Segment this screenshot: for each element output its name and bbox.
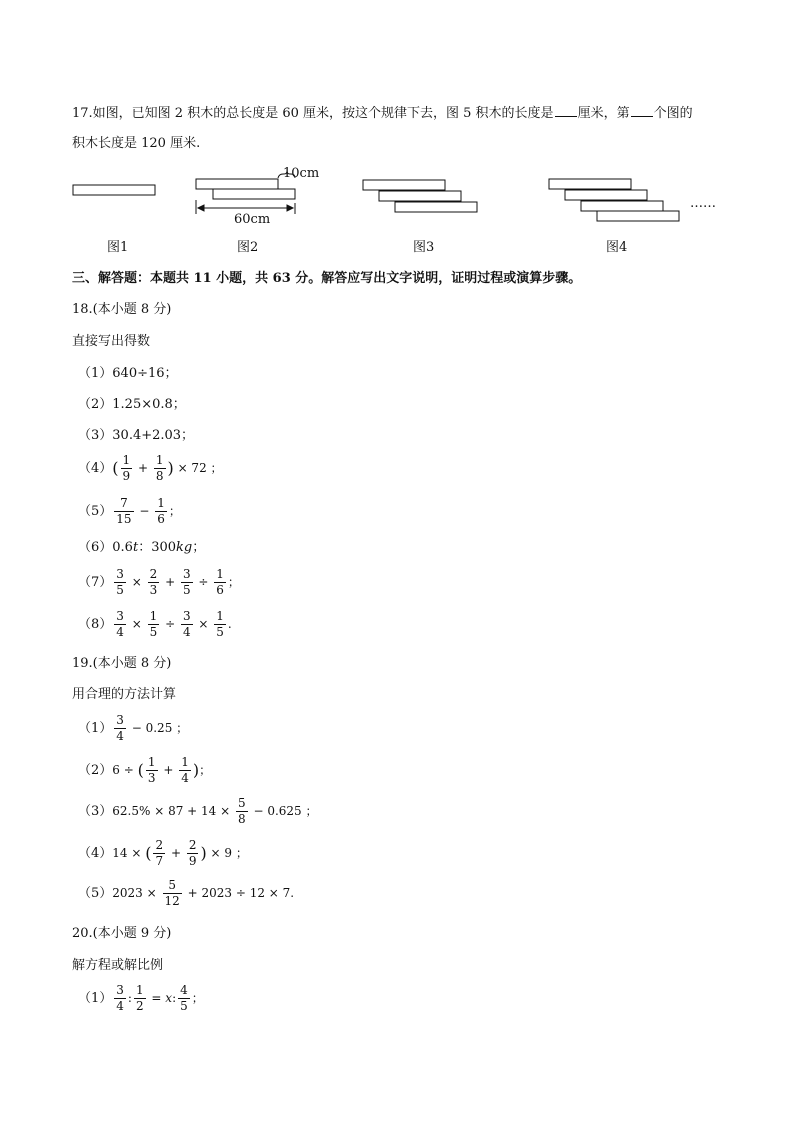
fig1-block: [73, 185, 155, 195]
fig3-label: 图3: [413, 240, 435, 255]
q19-item-1: （1） $\frac{3}{4}$ − 0.25 ；: [78, 713, 189, 743]
q18-item-8: （8） $\frac{3}{4}$ × $\frac{1}{5}$ ÷ $\frac{3}{4}$ × $\frac{1}{5}$ .: [78, 609, 232, 639]
fig4-label: 图4: [606, 240, 628, 255]
q18-item-3: （3）30.4+2.03；: [78, 428, 195, 443]
fig2-block-1: [196, 179, 278, 189]
q17-text-part2: 厘米，第: [577, 106, 630, 121]
q18-item-2: （2）1.25×0.8；: [78, 397, 186, 412]
fig4-block-4: [597, 211, 679, 221]
q19-item-4: （4）14 × ( $\frac{2}{7}$ + $\frac{2}{9}$ ) × 9 ；: [78, 838, 248, 868]
fig2-block-2: [213, 189, 295, 199]
q18-header: 18.(本小题 8 分): [72, 302, 172, 317]
label-60cm: 60cm: [234, 212, 271, 227]
q20-instruction: 解方程或解比例: [72, 958, 164, 973]
fig4-block-3: [581, 201, 663, 211]
q19-item-3: （3）62.5% × 87 + 14 × $\frac{5}{8}$ − 0.625 ；: [78, 796, 318, 826]
fig2-label: 图2: [237, 240, 259, 255]
q17-text-part1: 17.如图，已知图 2 积木的总长度是 60 厘米，按这个规律下去，图 5 积木的长度是: [72, 106, 554, 121]
q19-header: 19.(本小题 8 分): [72, 656, 172, 671]
fig4-block-1: [549, 179, 631, 189]
q18-item-1: （1）640÷16；: [78, 366, 178, 381]
label-10cm: 10cm: [283, 166, 320, 181]
q17-line2: 积木长度是 120 厘米.: [72, 136, 201, 151]
q19-instruction: 用合理的方法计算: [72, 687, 177, 702]
q20-item-1: （1） $\frac{3}{4}$ : $\frac{1}{2}$ = x: $\frac{4}{5}$ ；: [78, 983, 204, 1013]
fig3-block-3: [395, 202, 477, 212]
q18-item-5: （5） $\frac{7}{15}$ − $\frac{1}{6}$ ；: [78, 496, 181, 526]
ellipsis: ……: [690, 196, 716, 211]
q18-item-7: （7） $\frac{3}{5}$ × $\frac{2}{3}$ + $\frac{3}{5}$ ÷ $\frac{1}{6}$ ；: [78, 567, 240, 597]
q19-item-5: （5）2023 × $\frac{5}{12}$ + 2023 ÷ 12 × 7.: [78, 878, 295, 908]
fig1-label: 图1: [107, 240, 129, 255]
section-3-heading: 三、解答题：本题共 11 小题，共 63 分。解答应写出文字说明，证明过程或演算步骤。: [72, 271, 582, 286]
fig4-block-2: [565, 190, 647, 200]
q20-header: 20.(本小题 9 分): [72, 926, 172, 941]
q18-item-6: （6）0.6t：300kg；: [78, 540, 206, 555]
q17-text-part3: 个图的: [653, 106, 693, 121]
q18-item-4: （4）( $\frac{1}{9}$ + $\frac{1}{8}$ ) × 72 ；: [78, 453, 223, 483]
fig3-block-2: [379, 191, 461, 201]
fig3-block-1: [363, 180, 445, 190]
blocks-figure: [0, 0, 794, 260]
q18-instruction: 直接写出得数: [72, 334, 151, 349]
q19-item-2: （2）6 ÷ ( $\frac{1}{3}$ + $\frac{1}{4}$ )；: [78, 755, 212, 785]
